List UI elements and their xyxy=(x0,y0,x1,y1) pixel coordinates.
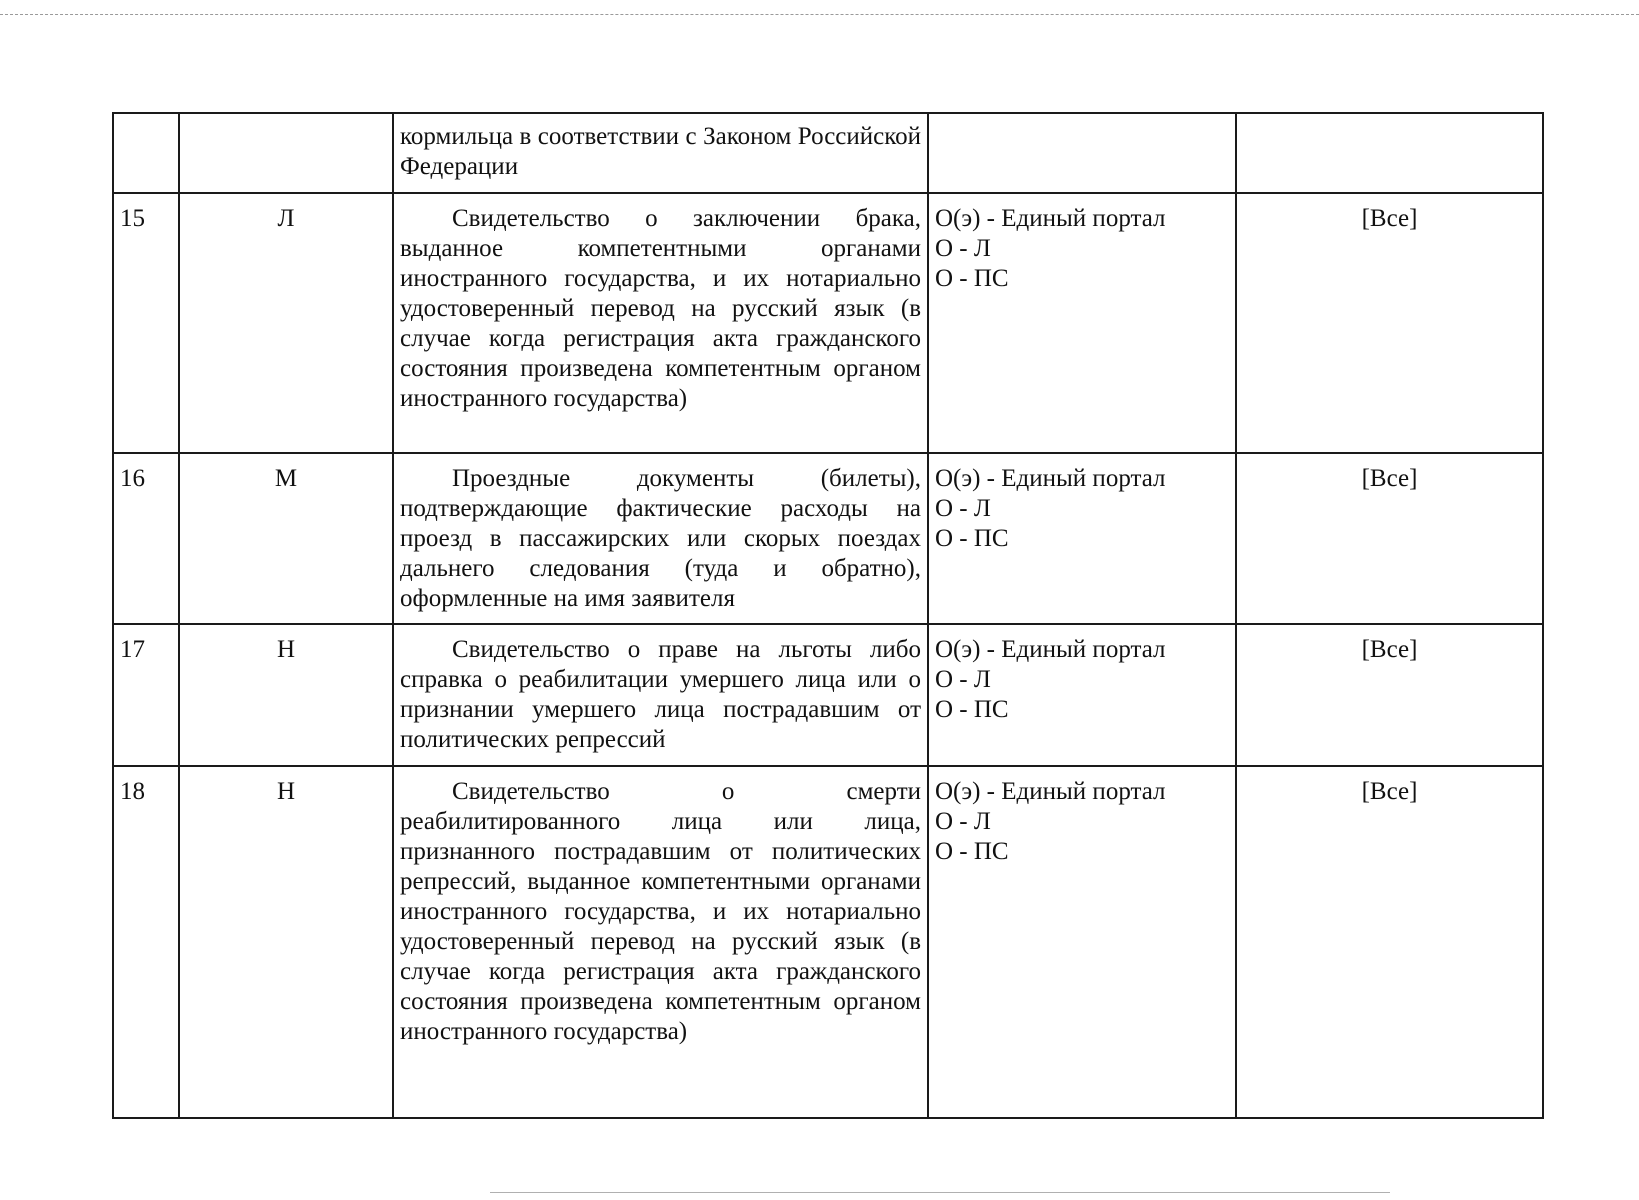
row-number: 18 xyxy=(113,766,179,1118)
row-applicability xyxy=(1236,113,1543,193)
table-row xyxy=(113,113,1543,193)
row-forms xyxy=(928,193,1236,453)
row-number: 15 xyxy=(113,193,179,453)
table-row xyxy=(113,624,1543,766)
form-option: О(э) - Единый портал xyxy=(935,205,1166,232)
row-description xyxy=(393,766,928,1118)
form-option: О(э) - Единый портал xyxy=(935,778,1166,805)
table-row xyxy=(113,766,1543,1118)
row-code: М xyxy=(179,453,393,624)
row-number: 16 xyxy=(113,453,179,624)
form-option: О - ПС xyxy=(935,525,1009,552)
row-description xyxy=(393,193,928,453)
description-text: Проездные документы (билеты), подтверждающие фактические расходы на проезд в пассажирских или скорых поездах дальнего следования (туда и обратно), оформленные на имя заявителя xyxy=(400,465,921,612)
scan-edge-bottom xyxy=(490,1192,1390,1193)
form-option: О - ПС xyxy=(935,838,1009,865)
row-code: Н xyxy=(179,624,393,766)
row-forms xyxy=(928,113,1236,193)
form-option: О - Л xyxy=(935,495,991,522)
row-applicability: [Все] xyxy=(1236,766,1543,1118)
description-text: кормильца в соответствии с Законом Российской Федерации xyxy=(400,123,921,180)
scan-edge-top xyxy=(0,14,1639,15)
table-row xyxy=(113,193,1543,453)
row-description xyxy=(393,453,928,624)
form-option: О - Л xyxy=(935,235,991,262)
row-applicability: [Все] xyxy=(1236,193,1543,453)
form-option: О(э) - Единый портал xyxy=(935,636,1166,663)
row-number xyxy=(113,113,179,193)
row-description xyxy=(393,624,928,766)
row-forms xyxy=(928,624,1236,766)
row-code: Л xyxy=(179,193,393,453)
row-description xyxy=(393,113,928,193)
form-option: О - Л xyxy=(935,808,991,835)
form-option: О - Л xyxy=(935,666,991,693)
form-option: О(э) - Единый портал xyxy=(935,465,1166,492)
description-text: Свидетельство о праве на льготы либо справка о реабилитации умершего лица или о признании умершего лица пострадавшим от политических репрессий xyxy=(400,636,921,753)
form-option: О - ПС xyxy=(935,696,1009,723)
form-option: О - ПС xyxy=(935,265,1009,292)
description-text: Свидетельство о смерти реабилитированного лица или лица, признанного пострадавшим от политических репрессий, выданное компетентными органами иностранного государства, и их нотариально удостоверенный перевод на русский язык (в случае когда регистрация акта гражданского состояния произведена компетентным органом иностранного государства) xyxy=(400,778,921,1045)
table-body xyxy=(113,113,1543,1118)
row-forms xyxy=(928,766,1236,1118)
table-row xyxy=(113,453,1543,624)
description-text: Свидетельство о заключении брака, выданное компетентными органами иностранного государства, и их нотариально удостоверенный перевод на русский язык (в случае когда регистрация акта гражданского состояния произведена компетентным органом иностранного государства) xyxy=(400,205,921,412)
row-applicability: [Все] xyxy=(1236,624,1543,766)
document-table xyxy=(112,112,1544,1119)
row-applicability: [Все] xyxy=(1236,453,1543,624)
row-forms xyxy=(928,453,1236,624)
row-code: Н xyxy=(179,766,393,1118)
row-number: 17 xyxy=(113,624,179,766)
row-code xyxy=(179,113,393,193)
